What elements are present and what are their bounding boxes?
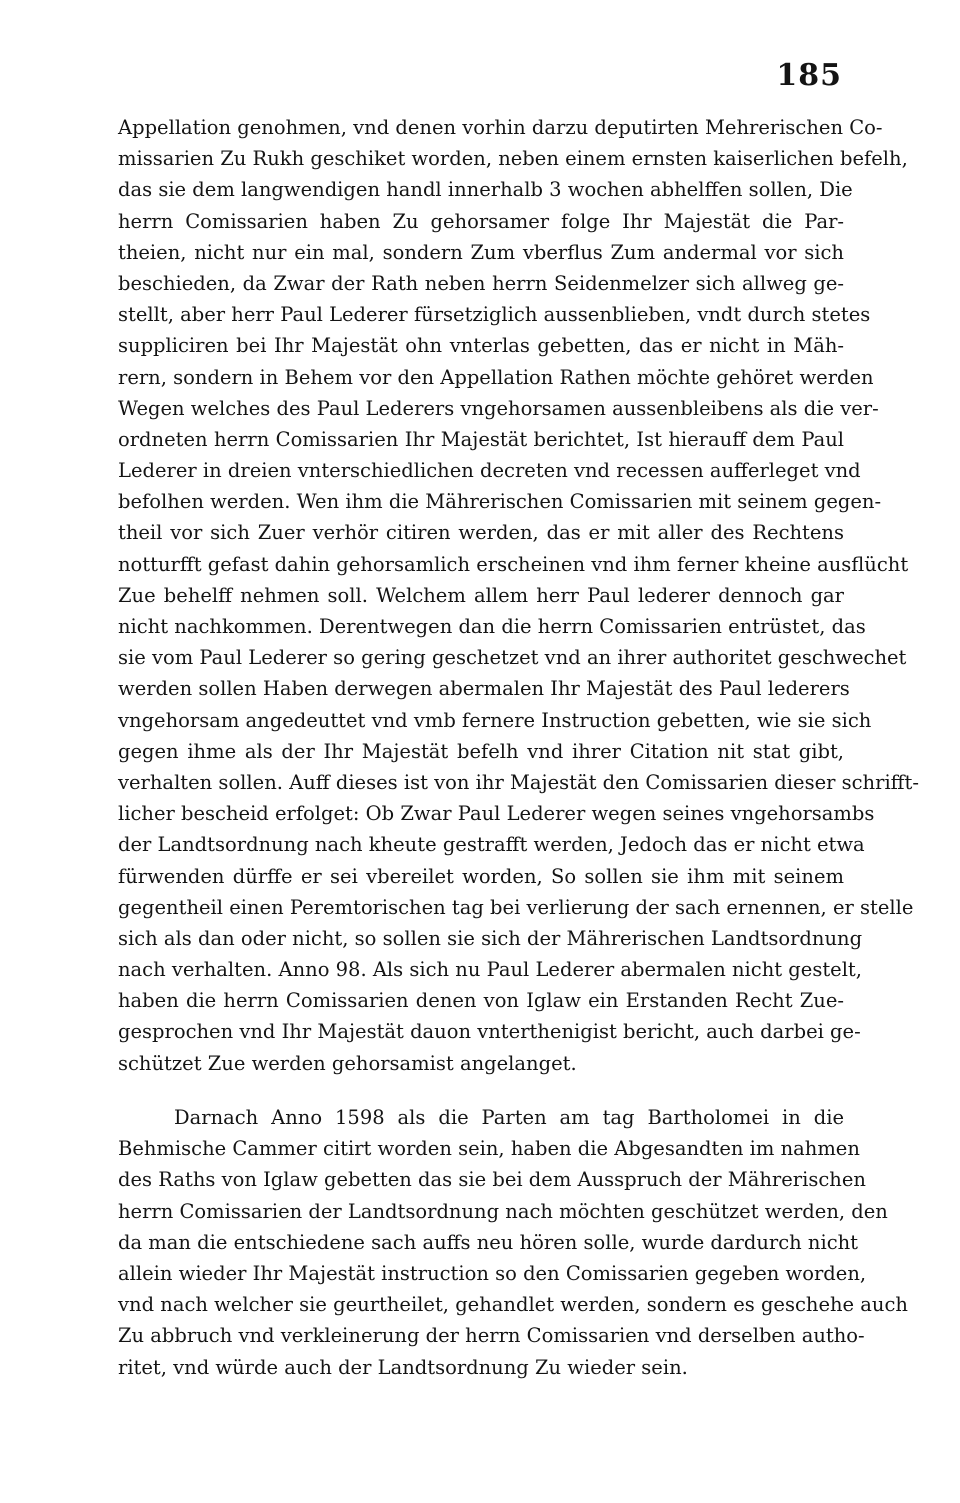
- text-line: theil vor sich Zuer verhör citiren werden, das er mit aller des Rechtens: [118, 521, 844, 545]
- text-line: theien, nicht nur ein mal, sondern Zum vberflus Zum andermal vor sich: [118, 240, 844, 264]
- text-line: gesprochen vnd Ihr Majestät dauon vnterthenigist bericht, auch darbei ge-: [118, 1020, 861, 1044]
- text-line: Lederer in dreien vnterschiedlichen decreten vnd recessen aufferleget vnd: [118, 459, 861, 483]
- text-line: allein wieder Ihr Majestät instruction so den Comissarien gegeben worden,: [118, 1261, 867, 1285]
- text-line: befolhen werden. Wen ihm die Mährerischen Comissarien mit seinem gegen-: [118, 490, 882, 514]
- text-line: missarien Zu Rukh geschiket worden, neben einem ernsten kaiserlichen befelh,: [118, 147, 908, 171]
- text-line: gegen ihme als der Ihr Majestät befelh vnd ihrer Citation nit stat gibt,: [118, 739, 844, 763]
- text-line: nach verhalten. Anno 98. Als sich nu Paul Lederer abermalen nicht gestelt,: [118, 958, 862, 982]
- text-line: notturfft gefast dahin gehorsamlich erscheinen vnd ihm ferner kheine ausflücht: [118, 552, 909, 576]
- text-line: herrn Comissarien haben Zu gehorsamer folge Ihr Majestät die Par-: [118, 209, 844, 233]
- text-line: sich als dan oder nicht, so sollen sie sich der Mährerischen Landtsordnung: [118, 926, 863, 950]
- text-line: das sie dem langwendigen handl innerhalb 3 wochen abhelffen sollen, Die: [118, 178, 853, 202]
- text-line: schützet Zue werden gehorsamist angelanget.: [118, 1051, 577, 1075]
- text-line: gegentheil einen Peremtorischen tag bei verlierung der sach ernennen, er stelle: [118, 895, 914, 919]
- text-line: Zue behelff nehmen soll. Welchem allem herr Paul lederer dennoch gar: [118, 583, 844, 607]
- paragraph: [118, 1102, 908, 1383]
- text-line: sie vom Paul Lederer so gering geschetzet vnd an ihrer authoritet geschwechet: [118, 646, 907, 670]
- text-line: da man die entschiedene sach auffs neu hören solle, wurde dardurch nicht: [118, 1230, 859, 1254]
- text-line: rern, sondern in Behem vor den Appellation Rathen möchte gehöret werden: [118, 365, 874, 389]
- text-line: beschieden, da Zwar der Rath neben herrn Seidenmelzer sich allweg ge-: [118, 271, 844, 295]
- text-line: fürwenden dürffe er sei vbereilet worden, So sollen sie ihm mit seinem: [118, 864, 844, 888]
- text-line: haben die herrn Comissarien denen von Iglaw ein Erstanden Recht Zue-: [118, 989, 844, 1013]
- text-line: Appellation genohmen, vnd denen vorhin darzu deputirten Mehrerischen Co-: [118, 116, 883, 139]
- text-line: ordneten herrn Comissarien Ihr Majestät berichtet, Ist hierauff dem Paul: [118, 427, 844, 451]
- text-line: verhalten sollen. Auff dieses ist von ihr Majestät den Comissarien dieser schrifft-: [118, 770, 919, 794]
- text-line: werden sollen Haben derwegen abermalen Ihr Majestät des Paul lederers: [118, 677, 850, 701]
- page-number: 185: [776, 58, 842, 93]
- text-line: licher bescheid erfolget: Ob Zwar Paul Lederer wegen seines vngehorsambs: [118, 802, 875, 826]
- text-line: vngehorsam angedeuttet vnd vmb fernere Instruction gebetten, wie sie sich: [118, 708, 872, 732]
- text-line: stellt, aber herr Paul Lederer fürsetziglich aussenblieben, vndt durch stetes: [118, 303, 871, 327]
- text-line: Behmische Cammer citirt worden sein, haben die Abgesandten im nahmen: [118, 1137, 860, 1161]
- text-line: nicht nachkommen. Derentwegen dan die herrn Comissarien entrüstet, das: [118, 615, 866, 638]
- text-line: Wegen welches des Paul Lederers vngehorsamen aussenbleibens als die ver-: [118, 396, 879, 420]
- text-line: vnd nach welcher sie geurtheilet, gehandlet werden, sondern es geschehe auch: [118, 1293, 908, 1317]
- paragraph: [118, 112, 919, 1079]
- text-line: herrn Comissarien der Landtsordnung nach möchten geschützet werden, den: [118, 1199, 888, 1223]
- text-line: suppliciren bei Ihr Majestät ohn vnterlas gebetten, das er nicht in Mäh-: [118, 334, 844, 358]
- text-line: ritet, vnd würde auch der Landtsordnung Zu wieder sein.: [118, 1355, 688, 1379]
- text-line: des Raths von Iglaw gebetten das sie bei dem Ausspruch der Mährerischen: [118, 1168, 866, 1192]
- text-line: der Landtsordnung nach kheute gestrafft werden, Jedoch das er nicht etwa: [118, 833, 865, 857]
- text-line: Darnach Anno 1598 als die Parten am tag Bartholomei in die: [174, 1106, 844, 1129]
- text-line: Zu abbruch vnd verkleinerung der herrn Comissarien vnd derselben autho-: [118, 1324, 865, 1348]
